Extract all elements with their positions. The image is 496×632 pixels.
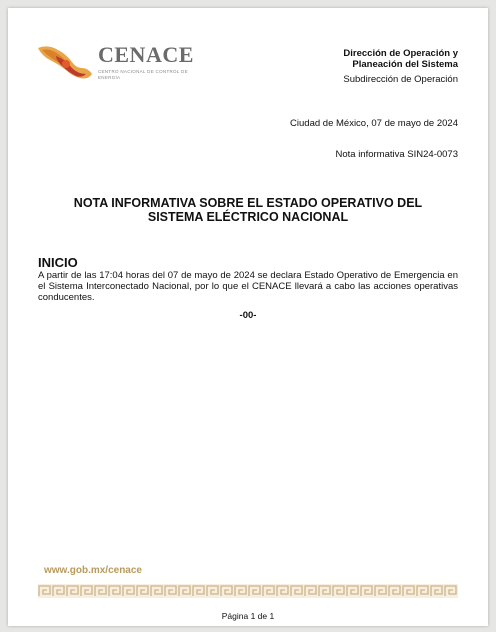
end-mark: -00- [239,310,257,321]
cenace-logo [36,38,236,94]
issuing-office [343,48,458,85]
page-number: Página 1 de 1 [221,611,275,621]
department-line-2: Planeación del Sistema [352,59,458,70]
logo-wordmark: CENACE [98,42,194,67]
section-heading: INICIO [38,255,78,270]
decorative-pattern-band [38,584,458,598]
mexico-map-icon [36,38,96,88]
title-line-1: NOTA INFORMATIVA SOBRE EL ESTADO OPERATIVO DEL [73,196,423,210]
body-paragraph: A partir de las 17:04 horas del 07 de mayo de 2024 se declara Estado Operativo de Emergencia en el Sistema Interconectado Nacional, por lo que el CENACE llevará a cabo las acciones operativas conducentes. [38,270,458,303]
title-line-2: SISTEMA ELÉCTRICO NACIONAL [147,210,349,224]
logo-tagline: CENTRO NACIONAL DE CONTROL DE ENERGÍA [98,69,188,80]
document-page [8,8,488,626]
subdepartment: Subdirección de Operación [343,74,458,85]
department-line-1: Dirección de Operación y [343,48,458,59]
footer-url-link[interactable]: www.gob.mx/cenace [44,565,142,576]
reference-number: Nota informativa SIN24-0073 [335,149,458,160]
place-date: Ciudad de México, 07 de mayo de 2024 [290,118,458,129]
document-title [38,196,458,224]
